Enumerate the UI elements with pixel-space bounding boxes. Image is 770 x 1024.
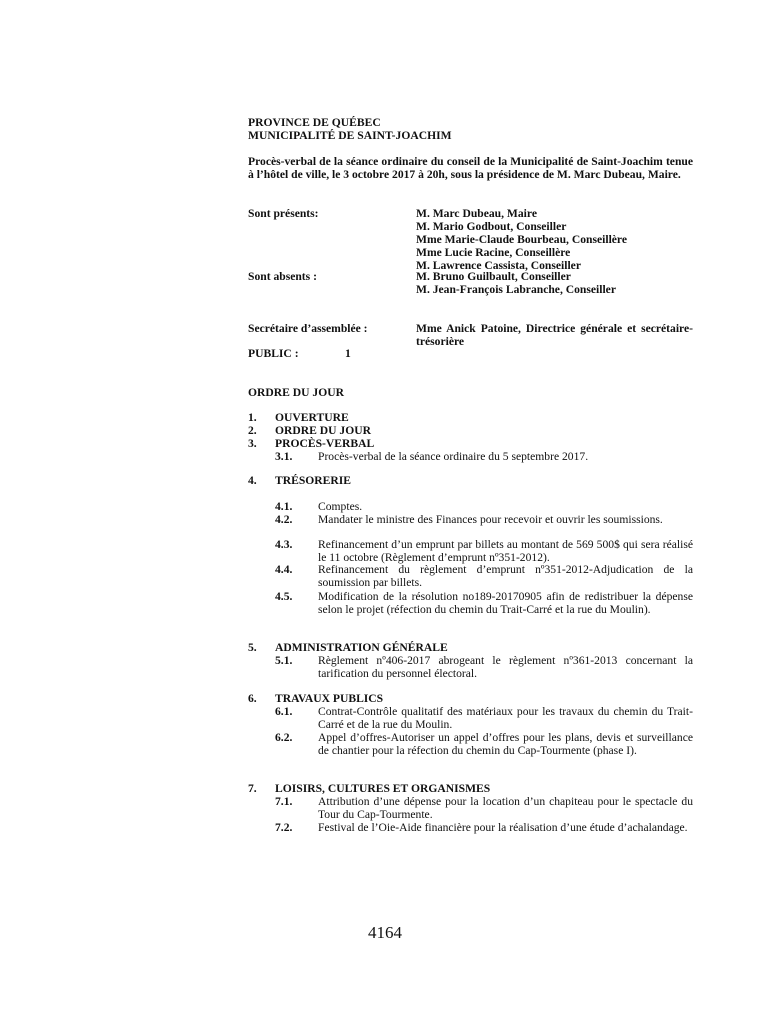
item-number: 4.3. xyxy=(275,538,293,551)
item-text: Contrat-Contrôle qualitatif des matériaux pour les travaux du chemin du Trait-Carré et de la rue du Moulin. xyxy=(318,705,693,731)
item-text: Comptes. xyxy=(318,500,363,513)
public-label: PUBLIC : xyxy=(248,347,299,360)
item-text: Procès-verbal de la séance ordinaire du 5 septembre 2017. xyxy=(318,450,589,463)
item-text: Modification de la résolution no189-20170905 afin de redistribuer la dépense selon le projet (réfection du chemin du Trait-Carré et la rue du Moulin). xyxy=(318,590,693,616)
item-number: 4.2. xyxy=(275,513,293,526)
item-number: 7.1. xyxy=(275,795,293,808)
item-text: Attribution d’une dépense pour la location d’un chapiteau pour le spectacle du Tour du Cap-Tourmente. xyxy=(318,795,693,821)
item-text: Mandater le ministre des Finances pour recevoir et ouvrir les soumissions. xyxy=(318,513,663,526)
item-number: 4.5. xyxy=(275,590,293,603)
secretary-name: Mme Anick Patoine, Directrice générale et secrétaire-trésorière xyxy=(416,322,693,348)
section-title: TRÉSORERIE xyxy=(275,474,352,487)
section-number: 6. xyxy=(248,692,257,705)
section-number: 4. xyxy=(248,474,257,487)
absent-member: M. Bruno Guilbault, Conseiller xyxy=(416,270,571,283)
present-member: Mme Lucie Racine, Conseillère xyxy=(416,246,571,259)
page-number: 4164 xyxy=(368,923,402,942)
intro-paragraph: Procès-verbal de la séance ordinaire du conseil de la Municipalité de Saint-Joachim tenue à l’hôtel de ville, le 3 octobre 2017 à 20h, sous la présidence de M. Marc Dubeau, Maire. xyxy=(248,155,693,181)
item-number: 6.2. xyxy=(275,731,293,744)
secretary-label: Secrétaire d’assemblée : xyxy=(248,322,368,335)
item-number: 5.1. xyxy=(275,654,293,667)
section-number: 5. xyxy=(248,641,257,654)
item-text: Refinancement d’un emprunt par billets au montant de 569 500$ qui sera réalisé le 11 octobre (Règlement d’emprunt nº351-2012). xyxy=(318,538,693,564)
present-member: M. Lawrence Cassista, Conseiller xyxy=(416,259,581,272)
present-label: Sont présents: xyxy=(248,207,319,220)
item-number: 3.1. xyxy=(275,450,293,463)
present-member: M. Mario Godbout, Conseiller xyxy=(416,220,567,233)
agenda-title: ORDRE DU JOUR xyxy=(248,386,344,399)
section-number: 7. xyxy=(248,782,257,795)
present-member: Mme Marie-Claude Bourbeau, Conseillère xyxy=(416,233,628,246)
section-title: ORDRE DU JOUR xyxy=(275,424,371,437)
absent-member: M. Jean-François Labranche, Conseiller xyxy=(416,283,616,296)
section-title: PROCÈS-VERBAL xyxy=(275,437,375,450)
section-number: 1. xyxy=(248,411,257,424)
present-member: M. Marc Dubeau, Maire xyxy=(416,207,537,220)
section-title: TRAVAUX PUBLICS xyxy=(275,692,384,705)
item-text: Refinancement du règlement d’emprunt nº351-2012-Adjudication de la soumission par billets. xyxy=(318,563,693,589)
public-count: 1 xyxy=(345,347,351,360)
section-number: 2. xyxy=(248,424,257,437)
item-text: Règlement nº406-2017 abrogeant le règlement nº361-2013 concernant la tarification du personnel électoral. xyxy=(318,654,693,680)
item-number: 4.4. xyxy=(275,563,293,576)
section-number: 3. xyxy=(248,437,257,450)
item-text: Festival de l’Oie-Aide financière pour la réalisation d’une étude d’achalandage. xyxy=(318,821,688,834)
item-number: 7.2. xyxy=(275,821,293,834)
item-text: Appel d’offres-Autoriser un appel d’offres pour les plans, devis et surveillance de chantier pour la réfection du chemin du Cap-Tourmente (phase I). xyxy=(318,731,693,757)
item-number: 6.1. xyxy=(275,705,293,718)
section-title: OUVERTURE xyxy=(275,411,349,424)
province-heading: PROVINCE DE QUÉBEC xyxy=(248,116,381,129)
absent-label: Sont absents : xyxy=(248,270,317,283)
section-title: ADMINISTRATION GÉNÉRALE xyxy=(275,641,448,654)
item-number: 4.1. xyxy=(275,500,293,513)
section-title: LOISIRS, CULTURES ET ORGANISMES xyxy=(275,782,491,795)
municipality-heading: MUNICIPALITÉ DE SAINT-JOACHIM xyxy=(248,129,452,142)
